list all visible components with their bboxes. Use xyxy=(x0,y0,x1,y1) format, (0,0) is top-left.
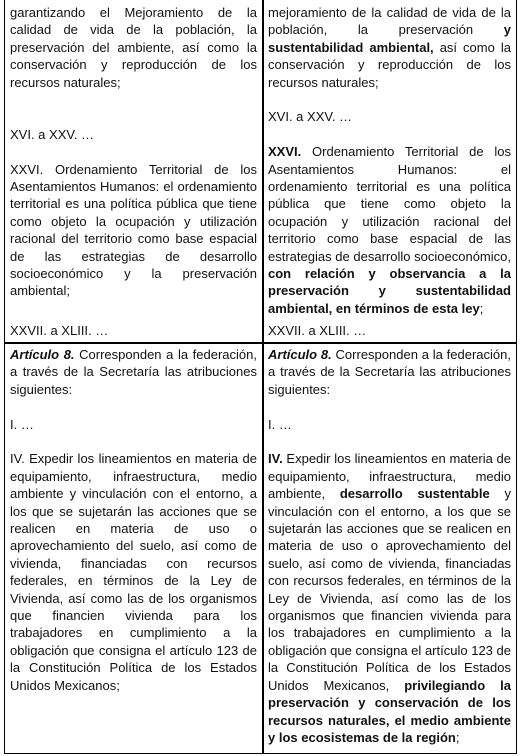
left-article-8: Artículo 8. Corresponden a la federación, a través de la Secretaría las atribuciones siguientes: xyxy=(10,347,257,397)
added-text: y sustentabilidad ambiental, xyxy=(268,22,511,55)
right-fraction-i: I. … xyxy=(268,416,292,432)
left-fraction-xxvii: XXVII. a XLIII. … xyxy=(10,323,109,338)
row1-left-footer xyxy=(10,322,257,339)
right-fraction-xxvi: XXVI. Ordenamiento Territorial de los Asentamientos Humanos: el ordenamiento territorial es una política pública que tiene como objeto la ocupación y utilización racional del territorio como base espacial de las estrategias de desarrollo socioeconómico, con relación y observancia a la preservación y sustentabilidad ambiental, en términos de esta ley; xyxy=(268,144,511,316)
right-fraction-xxvii: XXVII. a XLIII. … xyxy=(268,323,367,338)
left-fraction-xxvi: XXVI. Ordenamiento Territorial de los Asentamientos Humanos: el ordenamiento territorial es una política pública que tiene como objeto la ocupación y utilización racional del territorio como base espacial de las estrategias de desarrollo socioeconómico y la preservación ambiental; xyxy=(10,161,257,299)
right-article-8: Artículo 8. Corresponden a la federación, a través de la Secretaría las atribuciones siguientes: xyxy=(268,347,511,397)
row1-right-cell xyxy=(268,4,511,317)
left-fraction-xvi: XVI. a XXV. … xyxy=(10,126,95,142)
row-divider xyxy=(5,342,516,344)
added-text: privilegiando la preservación y conservación de los recursos naturales, el medio ambiente y los ecosistemas de la región xyxy=(268,677,511,745)
left-intro-text: garantizando el Mejoramiento de la calidad de vida de la población, la preservación del ambiente, así como la conservación y reproducción de los recursos naturales; xyxy=(10,5,257,90)
column-divider xyxy=(262,0,264,753)
added-text: desarrollo sustentable xyxy=(339,486,490,502)
right-fraction-iv: IV. Expedir los lineamientos en materia de equipamiento, infraestructura, medio ambiente, desarrollo sustentable y vinculación con el entorno, a los que se sujetarán las acciones que se realicen en materia de uso o aprovechamiento del suelo, así como de vivienda, financiadas con recursos federales, en términos de la Ley de Vivienda, así como las de los organismos que financien vivienda para los trabajadores en cumplimiento a la obligación que consigna el artículo 123 de la Constitución Política de los Estados Unidos Mexicanos, privilegiando la preservación y conservación de los recursos naturales, el medio ambiente y los ecosistemas de la región; xyxy=(268,451,511,745)
row2-left-cell xyxy=(10,346,257,694)
right-intro-text: mejoramiento de la calidad de vida de la población, la preservación y sustentabilidad ambiental, así como la conservación y reproducción de los recursos naturales; xyxy=(268,5,511,90)
row1-right-footer xyxy=(268,322,511,339)
left-fraction-iv: IV. Expedir los lineamientos en materia de equipamiento, infraestructura, medio ambiente y vinculación con el entorno, a los que se sujetarán las acciones que se realicen en materia de uso o aprovechamiento del suelo, así como de vivienda, financiadas con recursos federales, en términos de la Ley de Vivienda, así como las de los organismos que financien vivienda para los trabajadores en cumplimiento a la obligación que consigna el artículo 123 de la Constitución Política de los Estados Unidos Mexicanos; xyxy=(10,451,257,693)
comparison-table xyxy=(4,0,517,754)
row1-left-cell xyxy=(10,4,257,300)
added-text: con relación y observancia a la preservación y sustentabilidad ambiental, en términos de esta ley xyxy=(268,266,511,316)
right-fraction-xvi: XVI. a XXV. … xyxy=(268,109,353,125)
left-fraction-i: I. … xyxy=(10,416,34,432)
row2-right-cell xyxy=(268,346,511,746)
